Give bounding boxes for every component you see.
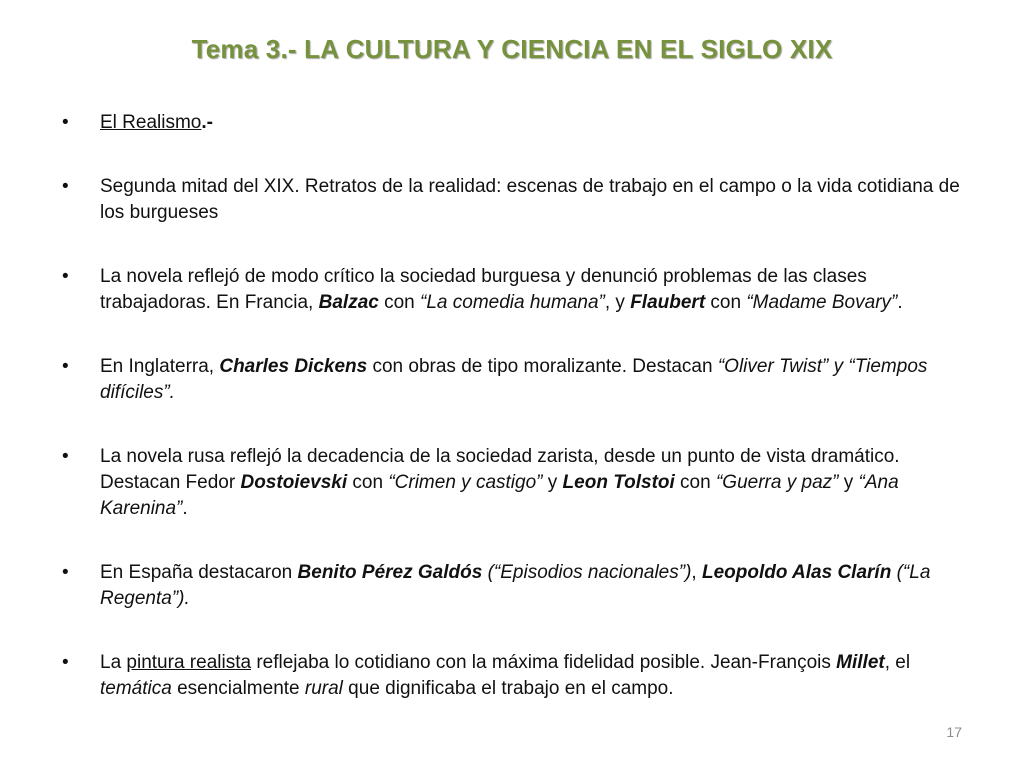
bullet-text: En España destacaron Benito Pérez Galdós (“Episodios nacionales”), Leopoldo Alas Clarín (“La Regenta”).	[100, 562, 931, 609]
bullet-dot: •	[62, 356, 69, 377]
bullet-item-inglaterra	[62, 354, 962, 406]
bullet-text: Segunda mitad del XIX. Retratos de la realidad: escenas de trabajo en el campo o la vida cotidiana de los burgueses	[100, 176, 960, 223]
bullet-item-novela-francia	[62, 264, 962, 316]
bullet-dot: •	[62, 266, 69, 287]
bullet-text: La novela reflejó de modo crítico la sociedad burguesa y denunció problemas de las clases trabajadoras. En Francia, Balzac con “La comedia humana”, y Flaubert con “Madame Bovary”.	[100, 266, 903, 313]
bullet-text: En Inglaterra, Charles Dickens con obras de tipo moralizante. Destacan “Oliver Twist” y “Tiempos difíciles”.	[100, 356, 928, 403]
bullet-item-novela-rusa	[62, 444, 962, 522]
bullet-text: El Realismo.-	[100, 112, 213, 133]
bullet-item-segunda-mitad	[62, 174, 962, 226]
bullet-dot: •	[62, 562, 69, 583]
bullet-item-realismo	[62, 110, 962, 136]
bullet-dot: •	[62, 652, 69, 673]
bullet-item-espana	[62, 560, 962, 612]
bullet-dot: •	[62, 112, 69, 133]
slide-title: Tema 3.- LA CULTURA Y CIENCIA EN EL SIGLO XIX	[191, 34, 833, 64]
bullet-list	[62, 110, 962, 740]
bullet-text: La novela rusa reflejó la decadencia de la sociedad zarista, desde un punto de vista dramático. Destacan Fedor Dostoievski con “Crimen y castigo” y Leon Tolstoi con “Guerra y paz” y “Ana Karenina”.	[100, 446, 900, 519]
bullet-dot: •	[62, 176, 69, 197]
bullet-item-pintura-realista	[62, 650, 962, 702]
bullet-text: La pintura realista reflejaba lo cotidiano con la máxima fidelidad posible. Jean-François Millet, el temática esencialmente rural que dignificaba el trabajo en el campo.	[100, 652, 911, 699]
bullet-dot: •	[62, 446, 69, 467]
page-number: 17	[946, 724, 962, 740]
